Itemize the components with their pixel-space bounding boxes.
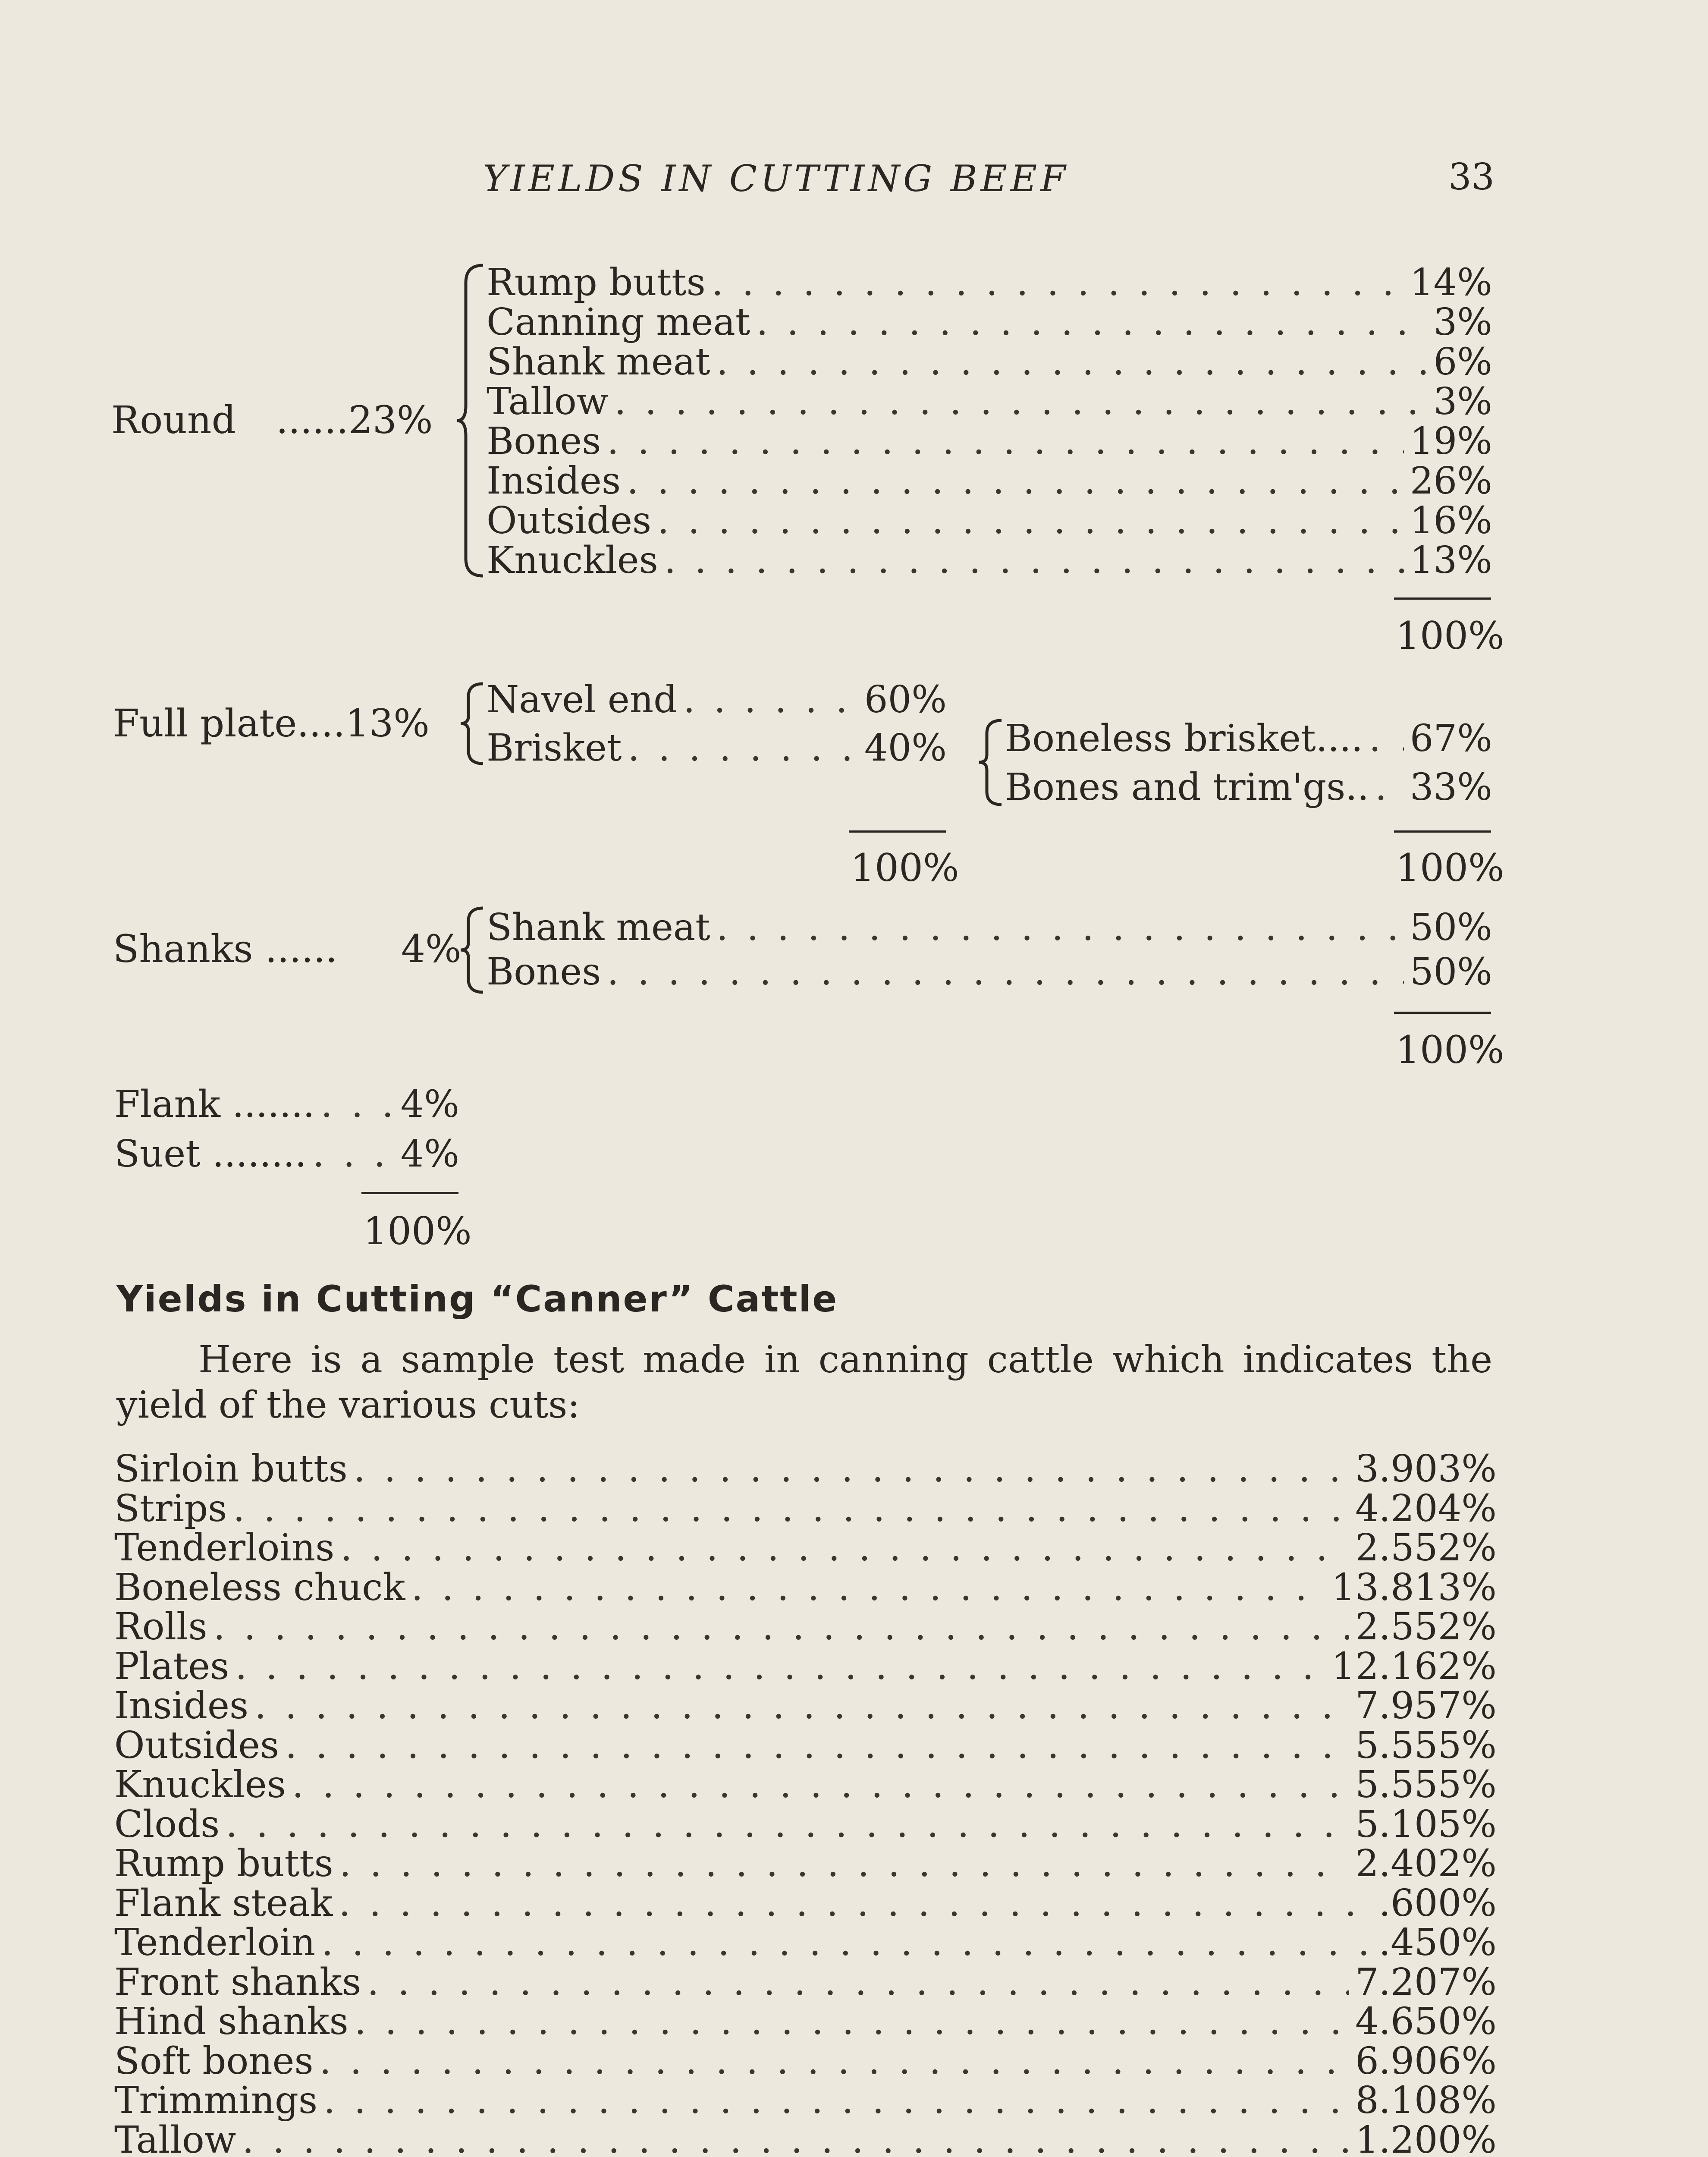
- shanks-item-row: [487, 950, 1492, 994]
- leader-dots: [339, 1842, 1349, 1885]
- full-plate-brace: [461, 682, 487, 766]
- item-value: 33%: [1410, 766, 1492, 809]
- item-value: 7.957%: [1355, 1684, 1497, 1727]
- item-name: Plates: [114, 1644, 229, 1688]
- canner-item-row: [114, 2040, 1497, 2083]
- item-name: Knuckles: [114, 1763, 286, 1806]
- item-value: 16%: [1410, 499, 1492, 542]
- item-name: Knuckles: [487, 539, 658, 582]
- leader-dots: [657, 499, 1404, 542]
- canner-item-row: [114, 1487, 1497, 1530]
- leader-dots: [664, 539, 1404, 582]
- leader-dots: [607, 420, 1403, 463]
- item-value: 13%: [1410, 539, 1492, 582]
- leader-dots: [756, 301, 1427, 344]
- item-value: 5.555%: [1355, 1763, 1497, 1806]
- item-value: 1.200%: [1355, 2118, 1497, 2157]
- item-value: 4%: [400, 1132, 459, 1176]
- leader-dots: [254, 1684, 1349, 1727]
- canner-item-row: [114, 1842, 1497, 1885]
- item-name: Bones: [487, 950, 601, 994]
- full-plate-total: 100%: [851, 846, 959, 890]
- shanks-item-row: [487, 906, 1492, 949]
- leader-dots: [235, 1645, 1325, 1688]
- canner-item-row: [114, 1566, 1497, 1609]
- leader-dots: [233, 1487, 1349, 1530]
- brisket-total-rule: [1394, 830, 1491, 833]
- leader-dots: [683, 678, 858, 721]
- others-total-rule: [361, 1192, 458, 1194]
- item-name: Insides: [114, 1684, 249, 1727]
- item-name: Flank steak: [114, 1881, 333, 1925]
- leader-dots: [292, 1763, 1349, 1806]
- round-item-row: [487, 380, 1492, 423]
- leader-dots: [1375, 766, 1404, 809]
- item-value: 6.906%: [1355, 2039, 1497, 2083]
- full-plate-total-rule: [849, 830, 946, 833]
- item-value: 50%: [1410, 906, 1492, 949]
- leader-dots: [614, 380, 1427, 423]
- item-name: Insides: [487, 459, 621, 503]
- item-value: 19%: [1410, 420, 1492, 463]
- others-total: 100%: [363, 1209, 472, 1253]
- shanks-label: Shanks ......: [113, 927, 338, 971]
- item-value: 3.903%: [1355, 1447, 1497, 1490]
- canner-item-row: [114, 1605, 1497, 1648]
- round-total-rule: [1394, 597, 1491, 600]
- brisket-item-row: [1005, 766, 1492, 809]
- leader-dots: [628, 726, 858, 770]
- round-item-row: [487, 420, 1492, 463]
- shanks-total-rule: [1394, 1012, 1491, 1014]
- item-name: Shank meat: [487, 340, 710, 384]
- leader-dots: [321, 1083, 395, 1126]
- item-name: Tallow: [487, 380, 609, 423]
- round-item-row: [487, 459, 1492, 503]
- item-value: 5.555%: [1355, 1723, 1497, 1767]
- canner-item-row: [114, 1447, 1497, 1490]
- item-name: Soft bones: [114, 2039, 314, 2083]
- item-name: Suet ........: [114, 1132, 307, 1176]
- round-total: 100%: [1396, 613, 1504, 658]
- item-name: Rolls: [114, 1605, 207, 1648]
- item-name: Bones: [487, 420, 601, 463]
- leader-dots: [354, 1447, 1349, 1490]
- canner-heading: Yields in Cutting “Canner” Cattle: [116, 1278, 838, 1320]
- item-value: 40%: [864, 726, 947, 770]
- canner-item-row: [114, 1645, 1497, 1688]
- leader-dots: [712, 261, 1404, 304]
- item-value: 50%: [1410, 950, 1492, 994]
- item-value: 4.204%: [1355, 1487, 1497, 1530]
- item-name: Tenderloins: [114, 1526, 335, 1569]
- item-value: 6%: [1433, 340, 1492, 384]
- item-value: 3%: [1433, 301, 1492, 344]
- item-value: 3%: [1433, 380, 1492, 423]
- round-percent: ......23%: [276, 398, 433, 442]
- brisket-brace: [979, 718, 1005, 807]
- item-name: Rump butts: [114, 1842, 333, 1885]
- item-value: 14%: [1410, 261, 1492, 304]
- item-value: 26%: [1410, 459, 1492, 503]
- item-name: Bones and trim'gs..: [1005, 766, 1369, 809]
- leader-dots: [716, 906, 1404, 949]
- leader-dots: [355, 2000, 1349, 2043]
- round-item-row: [487, 539, 1492, 582]
- canner-item-row: [114, 1882, 1497, 1925]
- item-value: 2.552%: [1355, 1526, 1497, 1569]
- item-name: Sirloin butts: [114, 1447, 348, 1490]
- full-plate-item-row: [487, 678, 947, 721]
- item-name: Tallow: [114, 2118, 236, 2157]
- canner-item-row: [114, 1724, 1497, 1767]
- leader-dots: [323, 2079, 1349, 2122]
- item-value: 8.108%: [1355, 2079, 1497, 2122]
- canner-item-row: [114, 1803, 1497, 1846]
- item-value: 4.650%: [1355, 2000, 1497, 2043]
- item-name: Clods: [114, 1802, 220, 1846]
- canner-item-row: [114, 2119, 1497, 2157]
- item-name: Shank meat: [487, 906, 710, 949]
- item-name: Flank .......: [114, 1083, 315, 1126]
- leader-dots: [339, 1882, 1373, 1925]
- canner-intro: Here is a sample test made in canning cattle which indicates the yield of the various cuts:: [116, 1338, 1492, 1427]
- leader-dots: [716, 340, 1428, 384]
- item-name: Trimmings: [114, 2079, 318, 2122]
- leader-dots: [242, 2119, 1349, 2157]
- round-brace: [457, 263, 487, 578]
- running-header: YIELDS IN CUTTING BEEF: [483, 157, 1069, 200]
- round-label: Round: [111, 398, 236, 442]
- item-name: Rump butts: [487, 261, 706, 304]
- item-name: Brisket: [487, 726, 622, 770]
- item-name: Canning meat: [487, 301, 750, 344]
- shanks-total: 100%: [1396, 1028, 1504, 1072]
- item-name: Front shanks: [114, 1960, 361, 2004]
- brisket-item-row: [1005, 717, 1492, 760]
- item-value: 12.162%: [1331, 1644, 1497, 1688]
- item-name: Outsides: [114, 1723, 279, 1767]
- other-cut-row: [114, 1083, 459, 1126]
- item-value: 60%: [864, 678, 947, 721]
- canner-item-row: [114, 1921, 1497, 1964]
- leader-dots: [313, 1132, 395, 1176]
- round-item-row: [487, 261, 1492, 304]
- round-item-row: [487, 340, 1492, 384]
- round-item-row: [487, 301, 1492, 344]
- item-value: 13.813%: [1331, 1566, 1497, 1609]
- full-plate-item-row: [487, 726, 947, 770]
- canner-item-row: [114, 1763, 1497, 1806]
- item-value: 2.402%: [1355, 1842, 1497, 1885]
- shanks-percent: 4%: [401, 927, 462, 971]
- item-name: Tenderloin: [114, 1921, 316, 1964]
- leader-dots: [627, 459, 1404, 503]
- canner-item-row: [114, 2079, 1497, 2122]
- item-name: Boneless brisket....: [1005, 717, 1363, 760]
- canner-item-row: [114, 2000, 1497, 2043]
- leader-dots: [1369, 717, 1404, 760]
- leader-dots: [226, 1803, 1349, 1846]
- leader-dots: [411, 1566, 1325, 1609]
- item-value: 5.105%: [1355, 1802, 1497, 1846]
- item-name: Outsides: [487, 499, 652, 542]
- shanks-brace: [461, 906, 487, 994]
- leader-dots: [607, 950, 1403, 994]
- other-cut-row: [114, 1132, 459, 1176]
- canner-item-row: [114, 1526, 1497, 1569]
- leader-dots: [320, 2040, 1349, 2083]
- item-value: 67%: [1410, 717, 1492, 760]
- brisket-total: 100%: [1396, 846, 1504, 890]
- leader-dots: [321, 1921, 1373, 1964]
- item-value: 2.552%: [1355, 1605, 1497, 1648]
- leader-dots: [285, 1724, 1349, 1767]
- item-name: Navel end: [487, 678, 678, 721]
- leader-dots: [214, 1605, 1349, 1648]
- round-item-row: [487, 499, 1492, 542]
- item-name: Strips: [114, 1487, 227, 1530]
- item-name: Hind shanks: [114, 2000, 349, 2043]
- item-value: 7.207%: [1355, 1960, 1497, 2004]
- full-plate-label: Full plate....13%: [113, 701, 430, 745]
- leader-dots: [340, 1526, 1349, 1569]
- item-value: 4%: [400, 1083, 459, 1126]
- page-number: 33: [1448, 156, 1494, 198]
- canner-item-row: [114, 1961, 1497, 2004]
- canner-item-row: [114, 1684, 1497, 1727]
- item-value: .450%: [1378, 1921, 1497, 1964]
- leader-dots: [367, 1961, 1349, 2004]
- item-value: .600%: [1378, 1881, 1497, 1925]
- item-name: Boneless chuck: [114, 1566, 405, 1609]
